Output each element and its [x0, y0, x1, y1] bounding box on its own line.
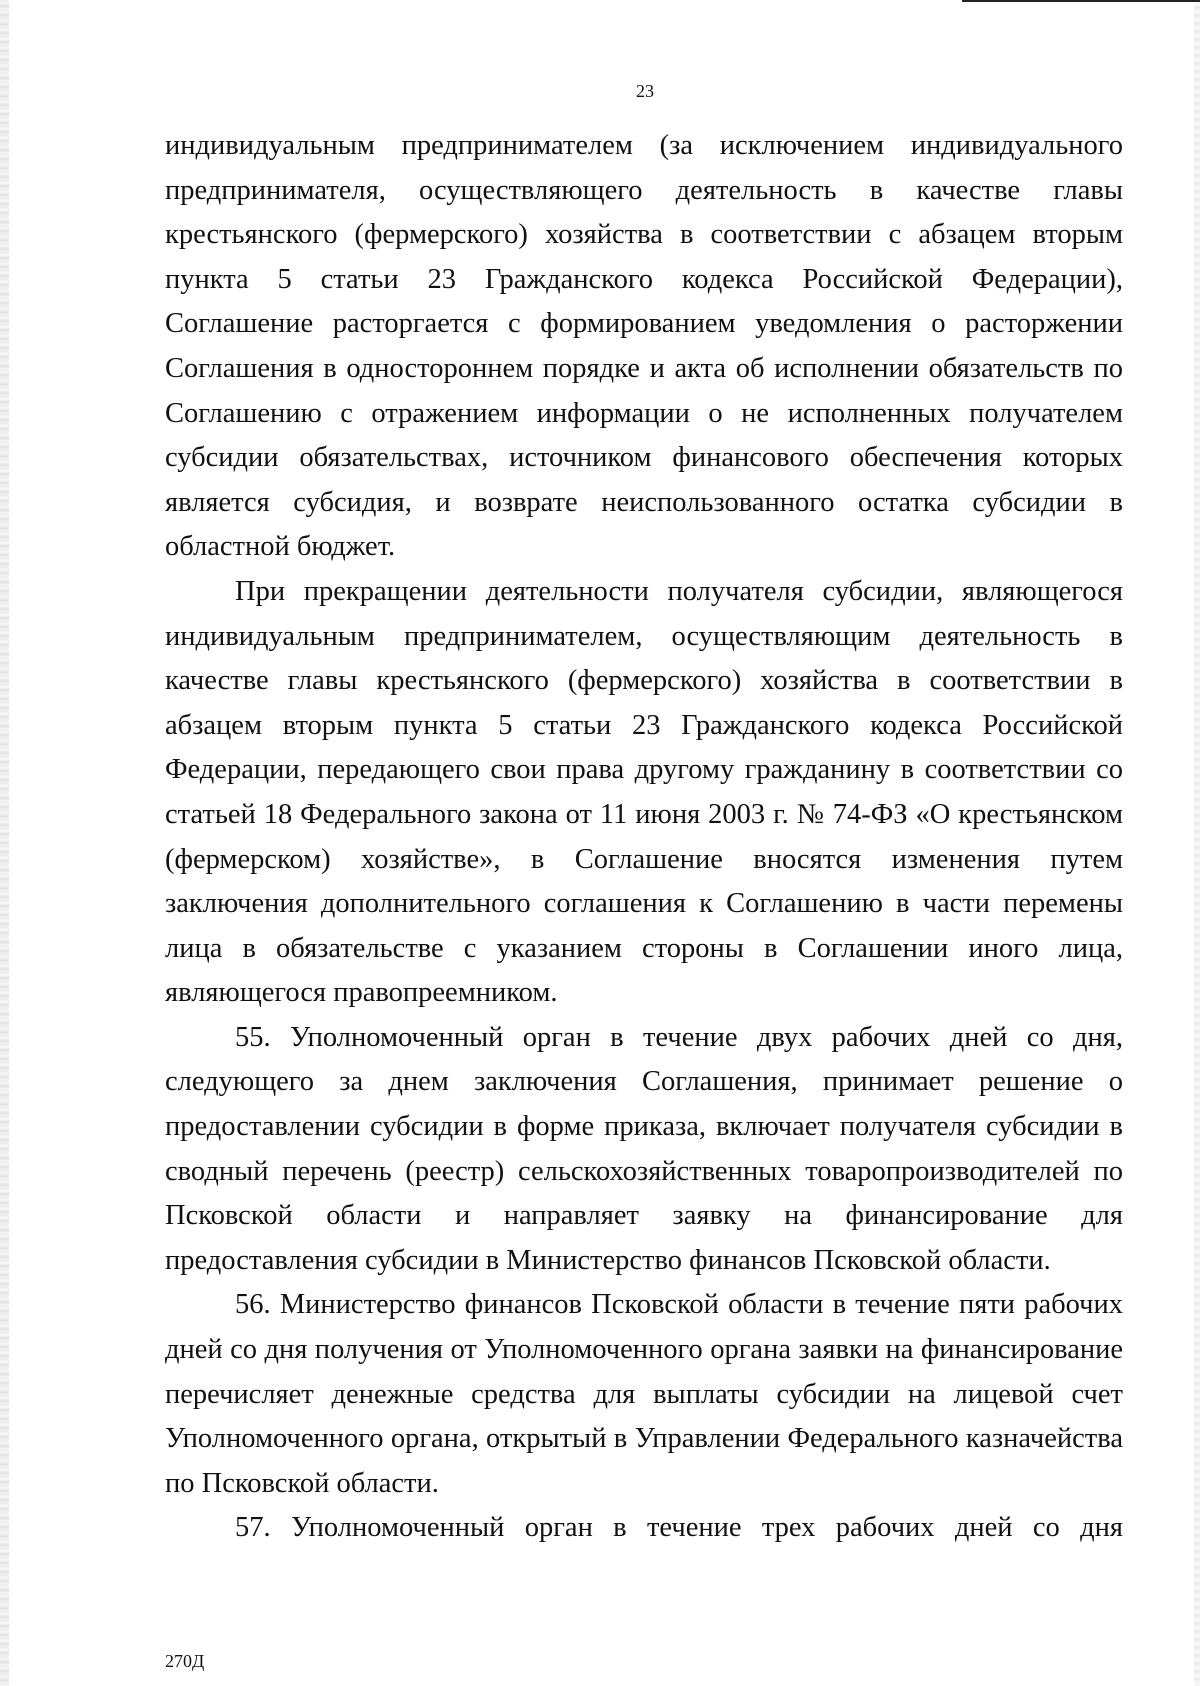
scan-edge-right — [1194, 0, 1200, 1686]
paragraph-55: 55. Уполномоченный орган в течение двух рабочих дней со дня, следующего за днем заключения Соглашения, принимает решение о предоставлении субсидии в форме приказа, включает получателя субсидии в сводный перечень (реестр) сельскохозяйственных товаропроизводителей по Псковской области и направляет заявку на финансирование для предоставления субсидии в Министерство финансов Псковской области. — [165, 1021, 1123, 1276]
page-number: 23 — [636, 81, 654, 101]
document-body — [165, 124, 1123, 1551]
scan-edge-left — [0, 0, 9, 1686]
paragraph-termination-heir: При прекращении деятельности получателя субсидии, являющегося индивидуальным предпринимателем, осуществляющим деятельность в качестве главы крестьянского (фермерского) хозяйства в соответствии в абзацем вторым пункта 5 статьи 23 Гражданского кодекса Российской Федерации, передающего свои права другому гражданину в соответствии со статьей 18 Федерального закона от 11 июня 2003 г. № 74-ФЗ «О крестьянском (фермерском) хозяйстве», в Соглашение вносятся изменения путем заключения дополнительного соглашения к Соглашению в части перемены лица в обязательстве с указанием стороны в Соглашении иного лица, являющегося правопреемником. — [165, 575, 1123, 1009]
paragraph-56: 56. Министерство финансов Псковской области в течение пяти рабочих дней со дня получения от Уполномоченного органа заявки на финансирование перечисляет денежные средства для выплаты субсидии на лицевой счет Уполномоченного органа, открытый в Управлении Федерального казначейства по Псковской области. — [165, 1289, 1123, 1499]
paragraph-continuation: индивидуальным предпринимателем (за исключением индивидуального предпринимателя, осуществляющего деятельность в качестве главы крестьянского (фермерского) хозяйства в соответствии с абзацем вторым пункта 5 статьи 23 Гражданского кодекса Российской Федерации), Соглашение расторгается с формированием уведомления о расторжении Соглашения в одностороннем порядке и акта об исполнении обязательств по Соглашению с отражением информации о не исполненных получателем субсидии обязательствах, источником финансового обеспечения которых является субсидия, и возврате неиспользованного остатка субсидии в областной бюджет. — [165, 130, 1123, 563]
footer-code: 270Д — [165, 1651, 205, 1671]
top-rule-line — [962, 0, 1200, 2]
paragraph-57: 57. Уполномоченный орган в течение трех рабочих дней со дня — [235, 1512, 1123, 1544]
